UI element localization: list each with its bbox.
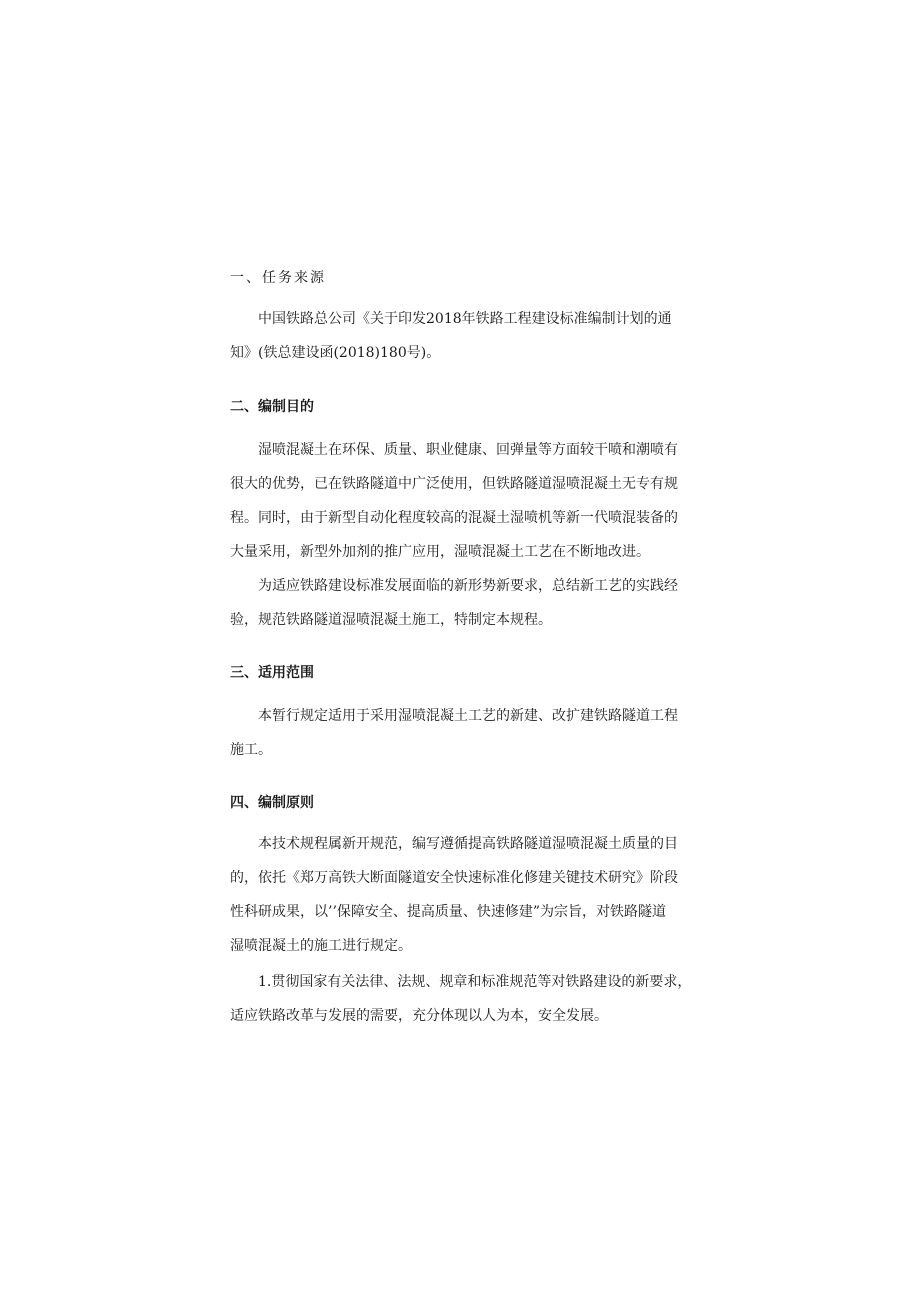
text-line: 知》(铁总建设函(2018)180号)。 <box>230 345 441 361</box>
text-line: 1.贯彻国家有关法律、法规、规章和标准规范等对铁路建设的新要求， <box>258 974 692 990</box>
text-line: 适应铁路改革与发展的需要，充分体现以人为本，安全发展。 <box>230 1008 608 1024</box>
text-line: 验，规范铁路隧道湿喷混凝土施工，特制定本规程。 <box>230 612 552 628</box>
text-line: 性科研成果，以’’保障安全、提高质量、快速修建”为宗旨，对铁路隧道 <box>230 904 667 920</box>
section-heading-principles: 四、编制原则 <box>230 795 314 811</box>
paragraph-task-source <box>230 302 692 370</box>
text-line: 湿喷混凝土的施工进行规定。 <box>230 938 412 954</box>
text-line: 本技术规程属新开规范，编写遵循提高铁路隧道湿喷混凝土质量的目 <box>258 836 678 852</box>
paragraph-principles-2 <box>230 965 692 1033</box>
text-line: 中国铁路总公司《关于印发2018年铁路工程建设标准编制计划的通 <box>258 311 672 327</box>
text-line: 很大的优势，已在铁路隧道中广泛使用，但铁路隧道湿喷混凝土无专有规 <box>230 476 678 492</box>
text-line: 本暂行规定适用于采用湿喷混凝土工艺的新建、改扩建铁路隧道工程 <box>258 708 678 724</box>
paragraph-scope <box>230 699 692 767</box>
paragraph-purpose-2 <box>230 569 692 637</box>
text-line: 程。同时，由于新型自动化程度较高的混凝土湿喷机等新一代喷混装备的 <box>230 510 678 526</box>
text-line: 为适应铁路建设标准发展面临的新形势新要求，总结新工艺的实践经 <box>258 578 678 594</box>
section-heading-task-source: 一、任务来源 <box>230 270 326 286</box>
paragraph-purpose-1 <box>230 433 692 569</box>
section-heading-scope: 三、适用范围 <box>230 665 314 681</box>
text-line: 湿喷混凝土在环保、质量、职业健康、回弹量等方面较干喷和潮喷有 <box>258 442 678 458</box>
text-line: 施工。 <box>230 742 272 758</box>
text-line: 的，依托《郑万高铁大断面隧道安全快速标准化修建关键技术研究》阶段 <box>230 870 678 886</box>
section-heading-purpose: 二、编制目的 <box>230 399 314 415</box>
paragraph-principles-1 <box>230 827 692 963</box>
text-line: 大量采用，新型外加剂的推广应用，湿喷混凝土工艺在不断地改进。 <box>230 544 650 560</box>
